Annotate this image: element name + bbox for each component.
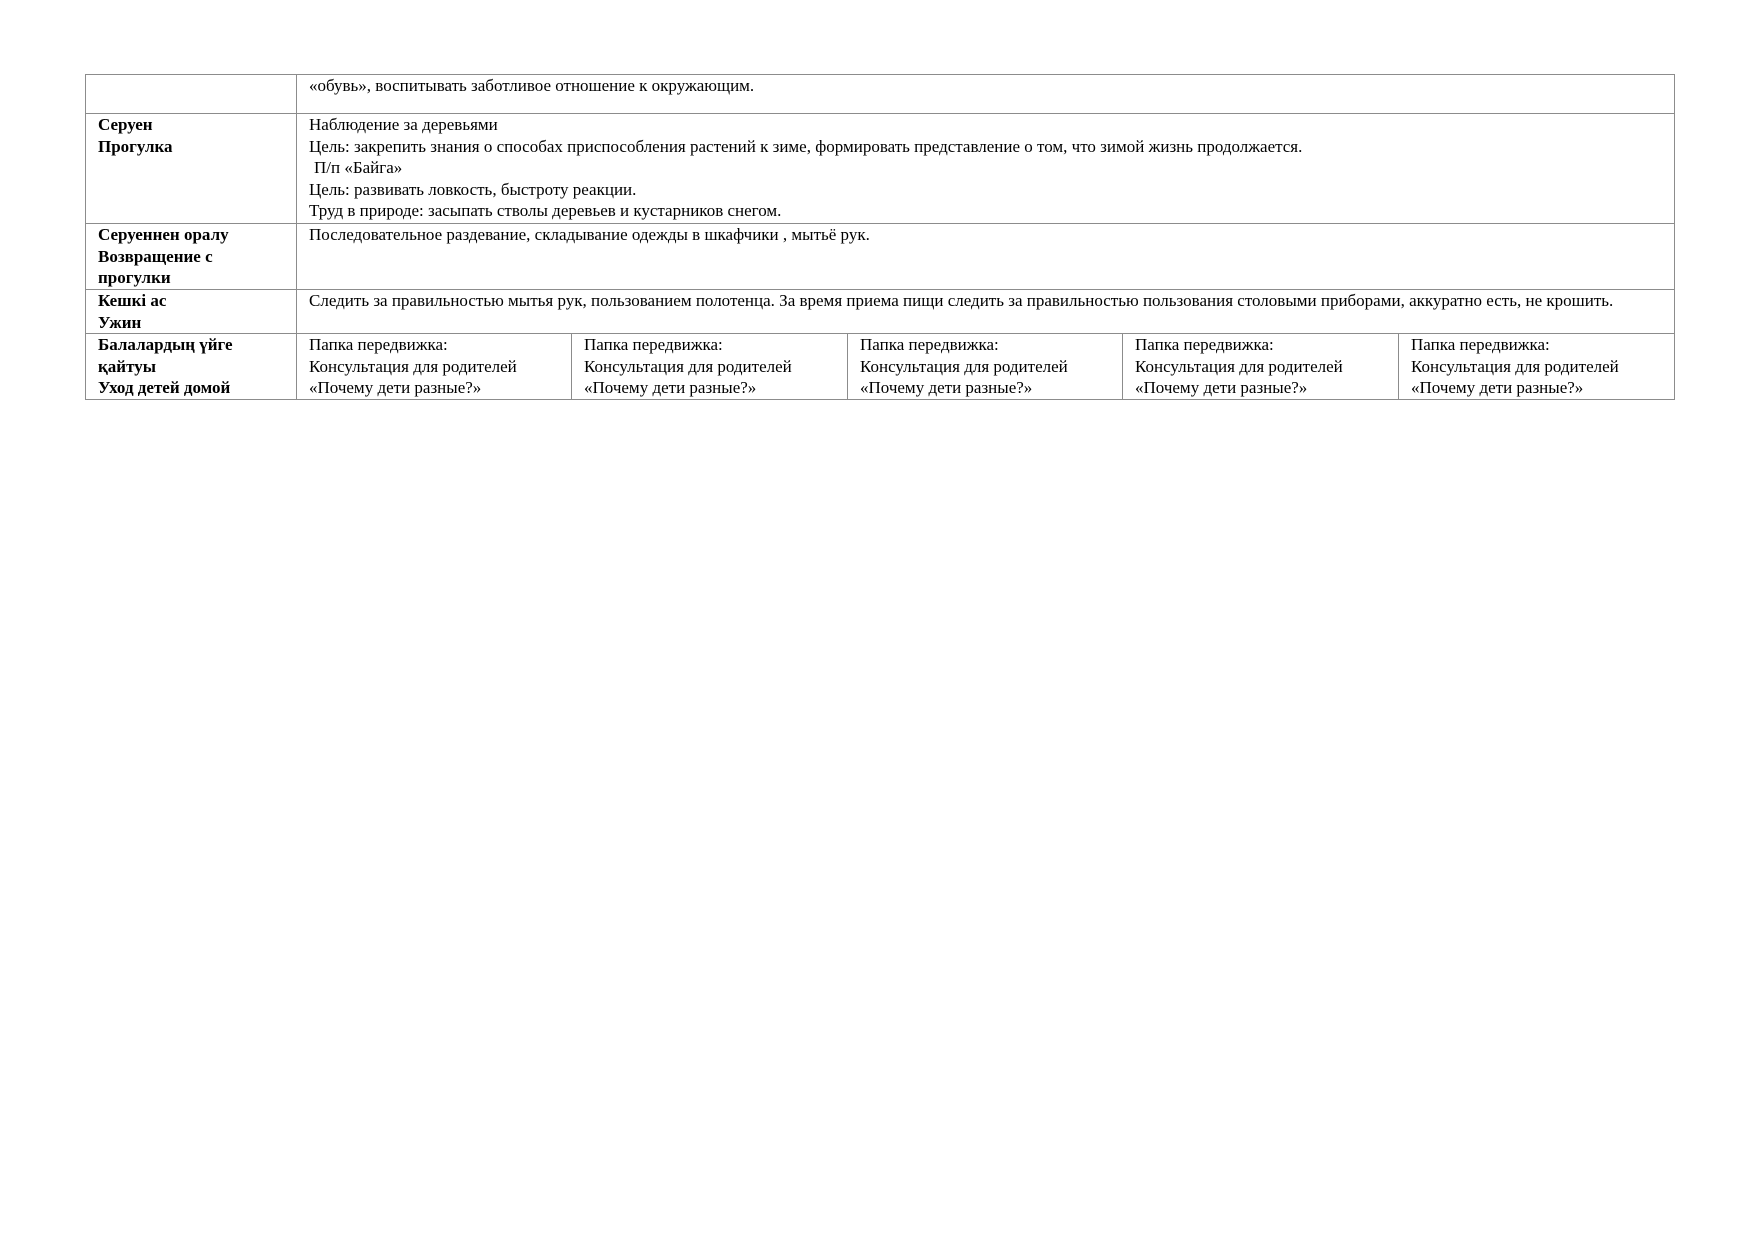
- row-label: [86, 290, 297, 334]
- content-line: Наблюдение за деревьями: [309, 115, 498, 134]
- label-russian: Уход детей домой: [98, 378, 231, 397]
- row-content: [297, 75, 1675, 114]
- row-content: [297, 224, 1675, 290]
- content-line: Цель: развивать ловкость, быстроту реакции.: [309, 179, 637, 199]
- content-line: Консультация для родителей: [1411, 356, 1619, 376]
- row-label: [86, 224, 297, 290]
- content-line: Папка передвижка:: [1411, 335, 1550, 354]
- label-kazakh: Балалардың үйге қайтуы: [98, 335, 233, 376]
- content-line: «Почему дети разные?»: [860, 378, 1033, 397]
- content-line: Консультация для родителей: [1135, 356, 1343, 376]
- table-row: [86, 334, 1675, 400]
- content-line: Папка передвижка:: [860, 335, 999, 354]
- table-row: [86, 114, 1675, 224]
- schedule-table: [85, 74, 1675, 400]
- row-label: [86, 334, 297, 400]
- content-line: Следить за правильностью мытья рук, пользованием полотенца. За время приема пищи следить за правильностью пользования столовыми приборами, аккуратно есть, не крошить.: [309, 291, 1614, 310]
- content-line: Консультация для родителей: [309, 356, 517, 376]
- content-line: «Почему дети разные?»: [309, 378, 482, 397]
- table-row: [86, 290, 1675, 334]
- label-russian: Прогулка: [98, 136, 173, 156]
- label-kazakh: Серуен: [98, 115, 153, 134]
- label-kazakh: Серуеннен оралу: [98, 225, 229, 244]
- content-line: «Почему дети разные?»: [584, 378, 757, 397]
- content-line: Консультация для родителей: [584, 356, 792, 376]
- day-cell: [1123, 334, 1399, 400]
- content-line: Папка передвижка:: [584, 335, 723, 354]
- content-line: «Почему дети разные?»: [1135, 378, 1308, 397]
- label-kazakh: Кешкі ас: [98, 291, 167, 310]
- content-line: Консультация для родителей: [860, 356, 1068, 376]
- row-content: [297, 290, 1675, 334]
- content-line: «Почему дети разные?»: [1411, 378, 1584, 397]
- row-content: [297, 114, 1675, 224]
- table-row: [86, 224, 1675, 290]
- label-russian: Возвращение с прогулки: [98, 246, 213, 287]
- content-line: «обувь», воспитывать заботливое отношение к окружающим.: [309, 76, 755, 95]
- day-cell: [572, 334, 848, 400]
- day-cell: [1399, 334, 1675, 400]
- content-line: Труд в природе: засыпать стволы деревьев и кустарников снегом.: [309, 201, 782, 220]
- content-line: П/п «Байга»: [314, 158, 403, 177]
- content-line: Папка передвижка:: [309, 335, 448, 354]
- content-line: Цель: закрепить знания о способах приспособления растений к зиме, формировать представление о том, что зимой жизнь продолжается.: [309, 136, 1303, 156]
- row-label: [86, 114, 297, 224]
- day-cell: [848, 334, 1123, 400]
- table-row: [86, 75, 1675, 114]
- day-cell: [297, 334, 572, 400]
- label-russian: Ужин: [98, 312, 142, 332]
- row-label: [86, 75, 297, 114]
- content-line: Папка передвижка:: [1135, 335, 1274, 354]
- content-line: Последовательное раздевание, складывание одежды в шкафчики , мытьё рук.: [309, 225, 870, 244]
